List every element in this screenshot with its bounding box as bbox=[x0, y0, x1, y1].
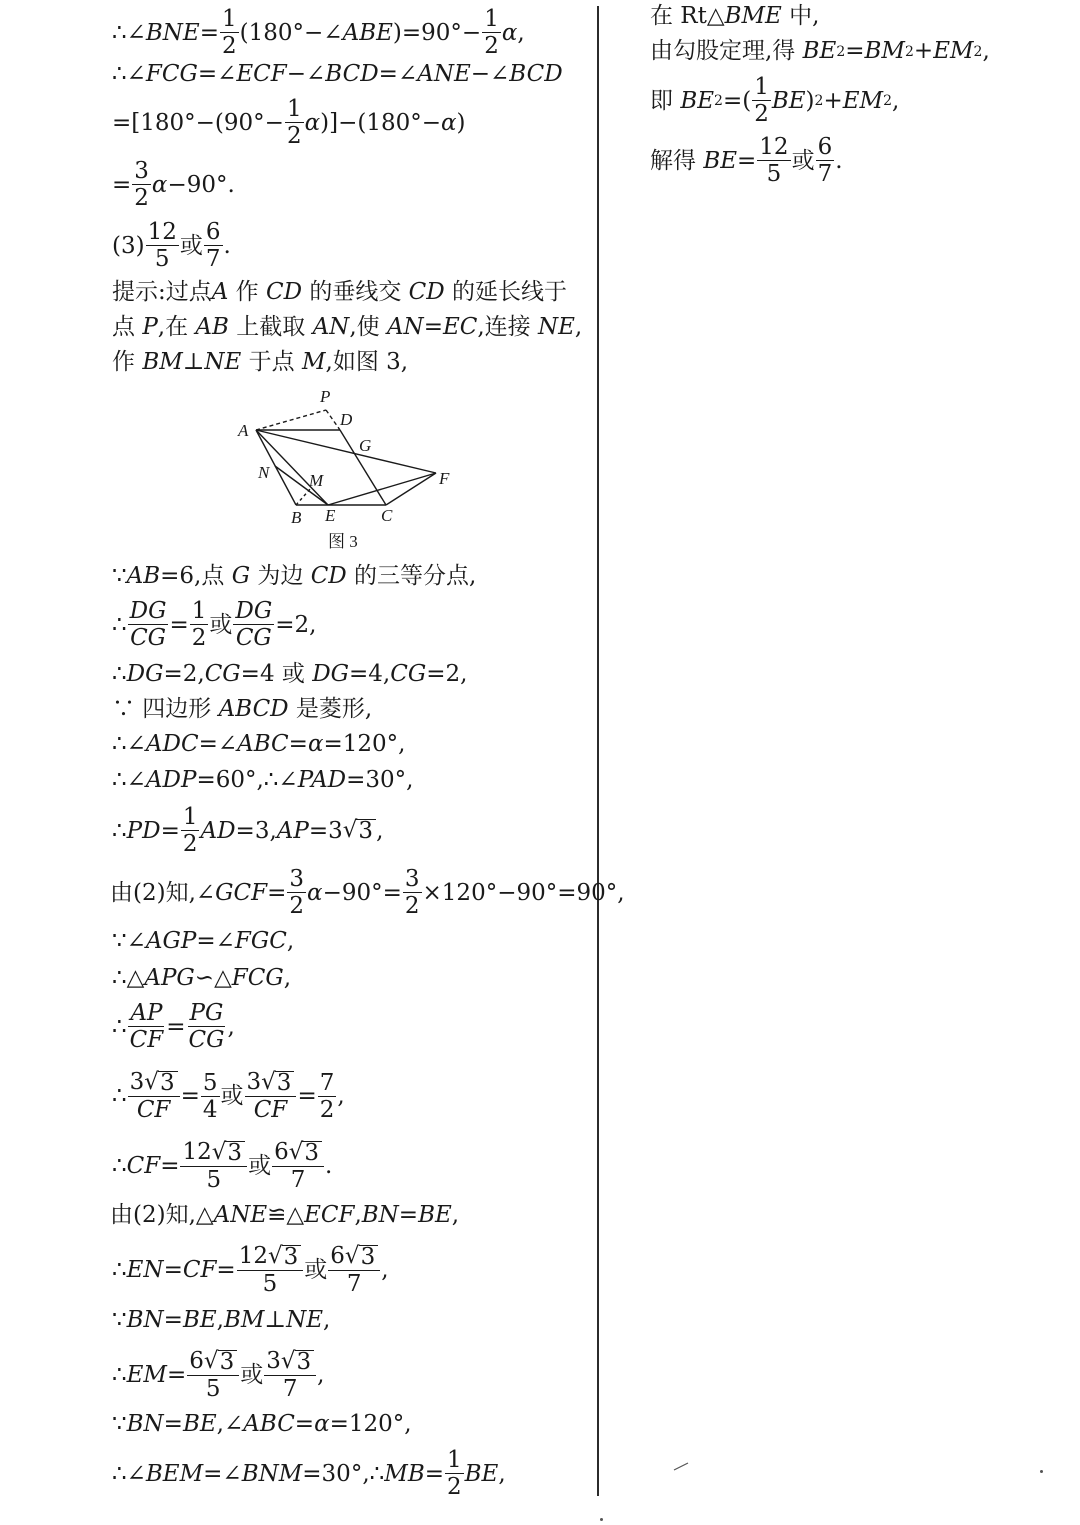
segment-af bbox=[256, 430, 436, 473]
solution-line-angle-agp: ∵∠ AGP =∠ FGC , bbox=[112, 928, 295, 954]
hint-line-1: 提示:过点 A 作 CD 的垂线交 CD 的延长线于 bbox=[112, 279, 568, 305]
solution-line-bracket-expression: =[180°−(90°− $\frac{1}{2}$ α )]−(180°− α ) bbox=[112, 96, 466, 149]
solution-line-dg-cg-values: ∴ DG =2, CG =4 或 DG =4, CG =2, bbox=[112, 661, 468, 687]
solution-line-result-3-2-alpha: = $\frac{3}{2}$ α −90°. bbox=[112, 158, 235, 211]
fraction: $\frac{1}{2}$ bbox=[447, 1447, 462, 1500]
fraction: $\frac{AP}{CF}$ bbox=[129, 1000, 164, 1053]
fraction: $\frac{6}{7}$ bbox=[205, 219, 221, 272]
scan-dot bbox=[1040, 1470, 1043, 1473]
square-root: √ 3 bbox=[281, 1350, 314, 1374]
figure-caption: 图 3 bbox=[328, 532, 358, 551]
square-root: √ 3 bbox=[204, 1350, 237, 1374]
solution-line-3root3-cf: ∴ 3 √ 3 CF = $\frac{5}{4}$ 或 3 √ 3 CF = $\frac{7}{2}$ , bbox=[112, 1069, 345, 1123]
scan-mark bbox=[672, 1460, 692, 1472]
point-label-b: B bbox=[291, 508, 302, 527]
fraction: $\frac{1}{2}$ bbox=[222, 6, 237, 59]
point-label-g: G bbox=[359, 436, 372, 455]
segment-ap bbox=[256, 410, 326, 430]
solution-line-dg-cg-ratio: ∴ $\frac{DG}{CG}$ = $\frac{1}{2}$ 或 $\frac{DG}{CG}$ =2, bbox=[112, 598, 317, 651]
fraction: $\frac{DG}{CG}$ bbox=[129, 598, 167, 651]
solution-line-congruent-triangles: 由(2)知,△ ANE ≌△ ECF , BN = BE , bbox=[110, 1202, 460, 1228]
square-root: √ 3 bbox=[261, 1071, 294, 1095]
fraction: $\frac{3}{2}$ bbox=[289, 866, 305, 919]
fraction: $\frac{12}{5}$ bbox=[759, 134, 789, 187]
point-label-a: A bbox=[238, 421, 249, 440]
fraction: $\frac{1}{2}$ bbox=[286, 96, 302, 149]
point-label-c: C bbox=[381, 506, 393, 525]
solution-line-angle-gcf: 由(2)知,∠ GCF = $\frac{3}{2}$ α −90°= $\frac{3}{2}$ ×120°−90°=90°, bbox=[110, 866, 625, 919]
fraction: $\frac{5}{4}$ bbox=[202, 1069, 218, 1123]
right-line-equation: 即 BE 2 =( $\frac{1}{2}$ BE ) 2 + EM 2 , bbox=[650, 74, 900, 127]
solution-line-ap-cf-ratio: ∴ $\frac{AP}{CF}$ = $\frac{PG}{CG}$ , bbox=[112, 1000, 235, 1053]
solution-line-angle-bne: ∴∠ BNE = $\frac{1}{2}$ (180°−∠ ABE )=90°− $\frac{1}{2}$ α , bbox=[112, 6, 525, 59]
square-root: √ 3 bbox=[268, 1245, 301, 1269]
solution-line-similar-triangles: ∴△ APG ∽△ FCG , bbox=[112, 965, 292, 991]
segment-bm bbox=[296, 488, 311, 505]
fraction: $\frac{1}{2}$ bbox=[484, 6, 499, 59]
square-root: √ 3 bbox=[212, 1141, 245, 1165]
point-label-m: M bbox=[309, 471, 324, 490]
solution-line-ab-6: ∵ AB =6,点 G 为边 CD 的三等分点, bbox=[112, 563, 477, 589]
fraction: $\frac{3}{2}$ bbox=[134, 158, 149, 211]
point-label-e: E bbox=[325, 506, 336, 525]
fraction: $\frac{1}{2}$ bbox=[191, 598, 207, 651]
segment-ef bbox=[328, 473, 436, 505]
fraction: $\frac{7}{2}$ bbox=[319, 1069, 335, 1123]
solution-line-em-value: ∴ EM = 6 √ 3 5 或 3 √ 3 7 , bbox=[112, 1348, 325, 1402]
square-root: √ 3 bbox=[144, 1071, 177, 1095]
fraction: 12 √ 3 5 bbox=[180, 1141, 247, 1192]
solution-line-pd-ap: ∴ PD = $\frac{1}{2}$ AD =3, AP =3 √ 3 , bbox=[112, 804, 384, 857]
point-label-p: P bbox=[320, 387, 331, 406]
point-label-d: D bbox=[340, 410, 353, 429]
fraction: $\frac{6}{7}$ bbox=[817, 134, 833, 187]
square-root: √ 3 bbox=[289, 1141, 322, 1165]
solution-line-bn-be-bm-ne: ∵ BN = BE , BM ⊥ NE , bbox=[112, 1307, 331, 1333]
fraction: 6 √ 3 7 bbox=[272, 1141, 324, 1192]
solution-line-angle-bem: ∴∠ BEM =∠ BNM =30°,∴ MB = $\frac{1}{2}$ BE , bbox=[112, 1447, 506, 1500]
point-label-n: N bbox=[258, 463, 270, 482]
right-line-solution-be: 解得 BE = $\frac{12}{5}$ 或 $\frac{6}{7}$ . bbox=[650, 134, 843, 187]
right-line-pythagorean: 由勾股定理,得 BE 2 = BM 2 + EM 2 , bbox=[650, 38, 990, 64]
geometry-figure-3 bbox=[228, 385, 468, 555]
scan-dot bbox=[600, 1518, 603, 1521]
hint-line-2: 点 P ,在 AB 上截取 AN ,使 AN = EC ,连接 NE , bbox=[112, 314, 583, 340]
fraction: $\frac{1}{2}$ bbox=[182, 804, 198, 857]
segment-cf bbox=[386, 473, 436, 505]
solution-line-angle-adp: ∴∠ ADP =60°,∴∠ PAD =30°, bbox=[112, 767, 414, 793]
fraction: $\frac{3}{2}$ bbox=[404, 866, 420, 919]
fraction: $\frac{PG}{CG}$ bbox=[188, 1000, 225, 1053]
part-3-answer: (3) $\frac{12}{5}$ 或 $\frac{6}{7}$ . bbox=[112, 219, 231, 272]
solution-line-rhombus: ∵ 四边形 ABCD 是菱形, bbox=[112, 696, 373, 722]
fraction: $\frac{DG}{CG}$ bbox=[235, 598, 273, 651]
square-root: √ 3 bbox=[343, 819, 376, 843]
square-root: √ 3 bbox=[345, 1245, 378, 1269]
fraction: 6 √ 3 5 bbox=[187, 1350, 239, 1401]
column-divider bbox=[597, 6, 599, 1496]
solution-line-en-cf-value: ∴ EN = CF = 12 √ 3 5 或 6 √ 3 7 , bbox=[112, 1243, 389, 1297]
solution-line-angle-abc-120: ∵ BN = BE ,∠ ABC = α =120°, bbox=[112, 1411, 412, 1437]
fraction: 3 √ 3 CF bbox=[128, 1071, 180, 1122]
fraction: 3 √ 3 7 bbox=[264, 1350, 316, 1401]
fraction: 12 √ 3 5 bbox=[237, 1245, 304, 1296]
solution-line-angle-adc: ∴∠ ADC =∠ ABC = α =120°, bbox=[112, 731, 406, 757]
fraction: 6 √ 3 7 bbox=[328, 1245, 380, 1296]
solution-line-cf-value: ∴ CF = 12 √ 3 5 或 6 √ 3 7 . bbox=[112, 1139, 333, 1193]
fraction: 3 √ 3 CF bbox=[245, 1071, 297, 1122]
right-line-triangle-bme: 在 Rt△ BME 中, bbox=[650, 3, 820, 29]
solution-line-angle-fcg: ∴∠ FCG =∠ ECF −∠ BCD =∠ ANE −∠ BCD bbox=[112, 61, 563, 87]
fraction: $\frac{1}{2}$ bbox=[754, 74, 769, 127]
hint-line-3: 作 BM ⊥ NE 于点 M ,如图 3, bbox=[112, 349, 409, 375]
point-label-f: F bbox=[439, 469, 450, 488]
segment-pd bbox=[326, 410, 340, 430]
fraction: $\frac{12}{5}$ bbox=[147, 219, 177, 272]
